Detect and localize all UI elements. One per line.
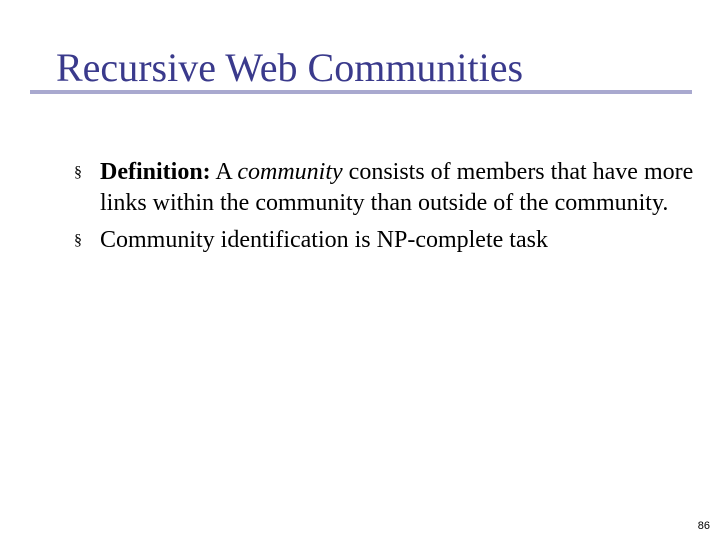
bullet-marker-icon: §: [74, 232, 82, 249]
bullet-text: Community identification is NP-complete task: [100, 227, 548, 253]
bullet-np-complete: [74, 225, 694, 256]
slide-title: Recursive Web Communities: [56, 45, 524, 90]
bullet-marker-icon: §: [74, 164, 82, 181]
bullet-list: [74, 157, 694, 262]
bullet-definition: [74, 157, 694, 219]
definition-text: consists of members that have more links within the community than outside of the community.: [100, 159, 694, 216]
definition-emphasis: community: [237, 159, 343, 185]
title-divider: [30, 90, 692, 94]
page-number: 86: [697, 520, 710, 532]
definition-term: Definition:: [100, 159, 211, 185]
definition-lead: A: [210, 159, 238, 185]
